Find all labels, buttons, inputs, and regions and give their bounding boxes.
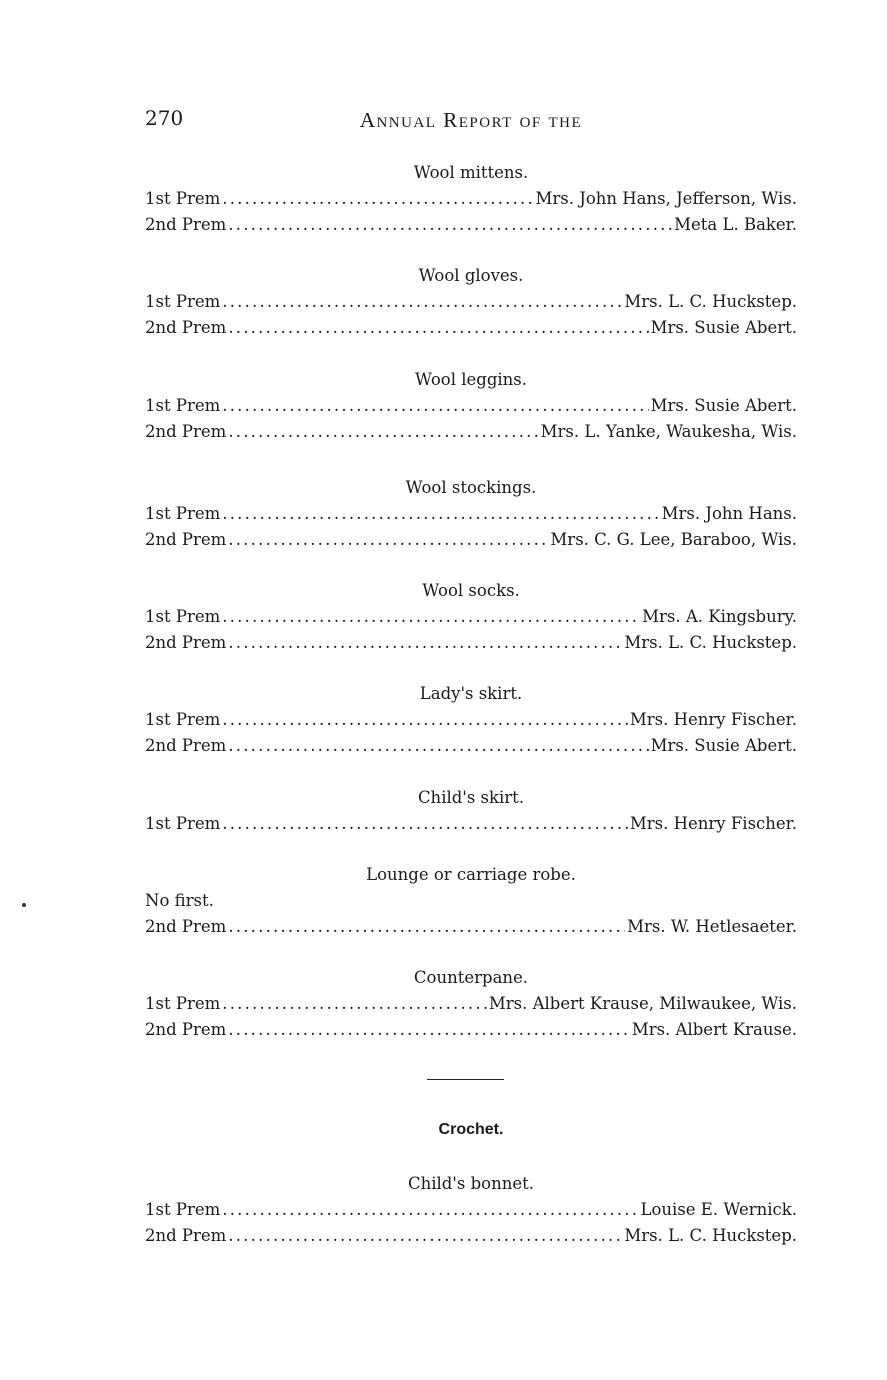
page-header (145, 106, 797, 136)
dot-leader (222, 186, 533, 212)
dot-leader (228, 914, 625, 940)
block-title: Wool socks. (422, 581, 520, 600)
award-entry (145, 811, 797, 837)
winner-name: Mrs. L. C. Huckstep. (624, 633, 797, 652)
running-head: Annual Report of the (359, 108, 583, 132)
block-title: Wool leggins. (414, 370, 527, 389)
dot-leader (222, 1197, 638, 1223)
place-label: 2nd Prem (145, 422, 227, 441)
award-block-wool-leggins (145, 367, 797, 445)
award-entry (145, 527, 797, 553)
winner-name: Mrs. A. Kingsbury. (642, 607, 797, 626)
place-label: 1st Prem (145, 814, 221, 833)
winner-name: Mrs. L. Yanke, Waukesha, Wis. (540, 422, 797, 441)
place-label: 2nd Prem (145, 736, 227, 755)
place-label: 1st Prem (145, 994, 221, 1013)
winner-name: Mrs. Henry Fischer. (629, 814, 797, 833)
award-entry (145, 707, 797, 733)
winner-name: Meta L. Baker. (674, 215, 797, 234)
award-entry (145, 733, 797, 759)
block-title: Counterpane. (413, 968, 529, 987)
award-entry (145, 1017, 797, 1043)
award-entry (145, 419, 797, 445)
section-divider (427, 1079, 504, 1080)
place-label: 1st Prem (145, 607, 221, 626)
dot-leader (228, 212, 672, 238)
winner-name: Mrs. Henry Fischer. (629, 710, 797, 729)
award-entry (145, 1223, 797, 1249)
award-entry (145, 501, 797, 527)
award-block-wool-gloves (145, 263, 797, 341)
winner-name: Mrs. C. G. Lee, Baraboo, Wis. (550, 530, 797, 549)
block-title: Child's bonnet. (407, 1174, 534, 1193)
dot-leader (222, 501, 659, 527)
place-label: 2nd Prem (145, 215, 227, 234)
place-label: 2nd Prem (145, 1226, 227, 1245)
dot-leader (228, 1223, 622, 1249)
place-label: 1st Prem (145, 292, 221, 311)
dot-leader (228, 315, 648, 341)
place-label: 1st Prem (145, 710, 221, 729)
dot-leader (228, 630, 622, 656)
award-entry (145, 393, 797, 419)
ink-speck (22, 903, 26, 907)
winner-name: Mrs. John Hans. (661, 504, 797, 523)
dot-leader (228, 1017, 629, 1043)
dot-leader (222, 707, 628, 733)
place-label: 2nd Prem (145, 318, 227, 337)
award-entry (145, 991, 797, 1017)
place-label: 1st Prem (145, 189, 221, 208)
place-label: 1st Prem (145, 396, 221, 415)
section-heading-crochet: Crochet. (438, 1121, 504, 1138)
award-block-lounge-robe (145, 862, 797, 940)
award-block-ladys-skirt (145, 681, 797, 759)
place-label: 1st Prem (145, 1200, 221, 1219)
winner-name: Mrs. Albert Krause. (631, 1020, 797, 1039)
winner-name: Mrs. W. Hetlesaeter. (627, 917, 797, 936)
award-block-counterpane (145, 965, 797, 1043)
winner-name: Mrs. L. C. Huckstep. (624, 292, 797, 311)
winner-name: Louise E. Wernick. (640, 1200, 797, 1219)
award-block-wool-stockings (145, 475, 797, 553)
winner-name: Mrs. Susie Abert. (650, 396, 797, 415)
place-label: 1st Prem (145, 504, 221, 523)
award-block-childs-skirt (145, 785, 797, 837)
dot-leader (222, 393, 648, 419)
dot-leader (228, 527, 548, 553)
award-entry (145, 315, 797, 341)
block-title: Wool gloves. (418, 266, 524, 285)
place-label: 2nd Prem (145, 917, 227, 936)
winner-name: Mrs. Albert Krause, Milwaukee, Wis. (488, 994, 797, 1013)
block-title: Child's skirt. (417, 788, 525, 807)
place-label: 2nd Prem (145, 1020, 227, 1039)
award-entry (145, 186, 797, 212)
award-entry (145, 212, 797, 238)
award-entry (145, 1197, 797, 1223)
block-title: Lady's skirt. (419, 684, 523, 703)
no-first-note: No first. (145, 891, 214, 910)
block-title: Wool stockings. (405, 478, 537, 497)
place-label: 2nd Prem (145, 530, 227, 549)
winner-name: Mrs. L. C. Huckstep. (624, 1226, 797, 1245)
winner-name: Mrs. John Hans, Jefferson, Wis. (535, 189, 797, 208)
winner-name: Mrs. Susie Abert. (650, 736, 797, 755)
award-entry (145, 604, 797, 630)
dot-leader (222, 604, 640, 630)
award-block-wool-mittens (145, 160, 797, 238)
dot-leader (222, 991, 487, 1017)
page-number: 270 (145, 106, 184, 130)
dot-leader (228, 733, 648, 759)
award-entry (145, 289, 797, 315)
block-title: Lounge or carriage robe. (366, 865, 576, 884)
award-block-childs-bonnet (145, 1171, 797, 1249)
dot-leader (222, 811, 628, 837)
block-title: Wool mittens. (413, 163, 529, 182)
award-block-wool-socks (145, 578, 797, 656)
place-label: 2nd Prem (145, 633, 227, 652)
award-entry (145, 914, 797, 940)
award-entry (145, 630, 797, 656)
dot-leader (228, 419, 538, 445)
dot-leader (222, 289, 622, 315)
winner-name: Mrs. Susie Abert. (650, 318, 797, 337)
